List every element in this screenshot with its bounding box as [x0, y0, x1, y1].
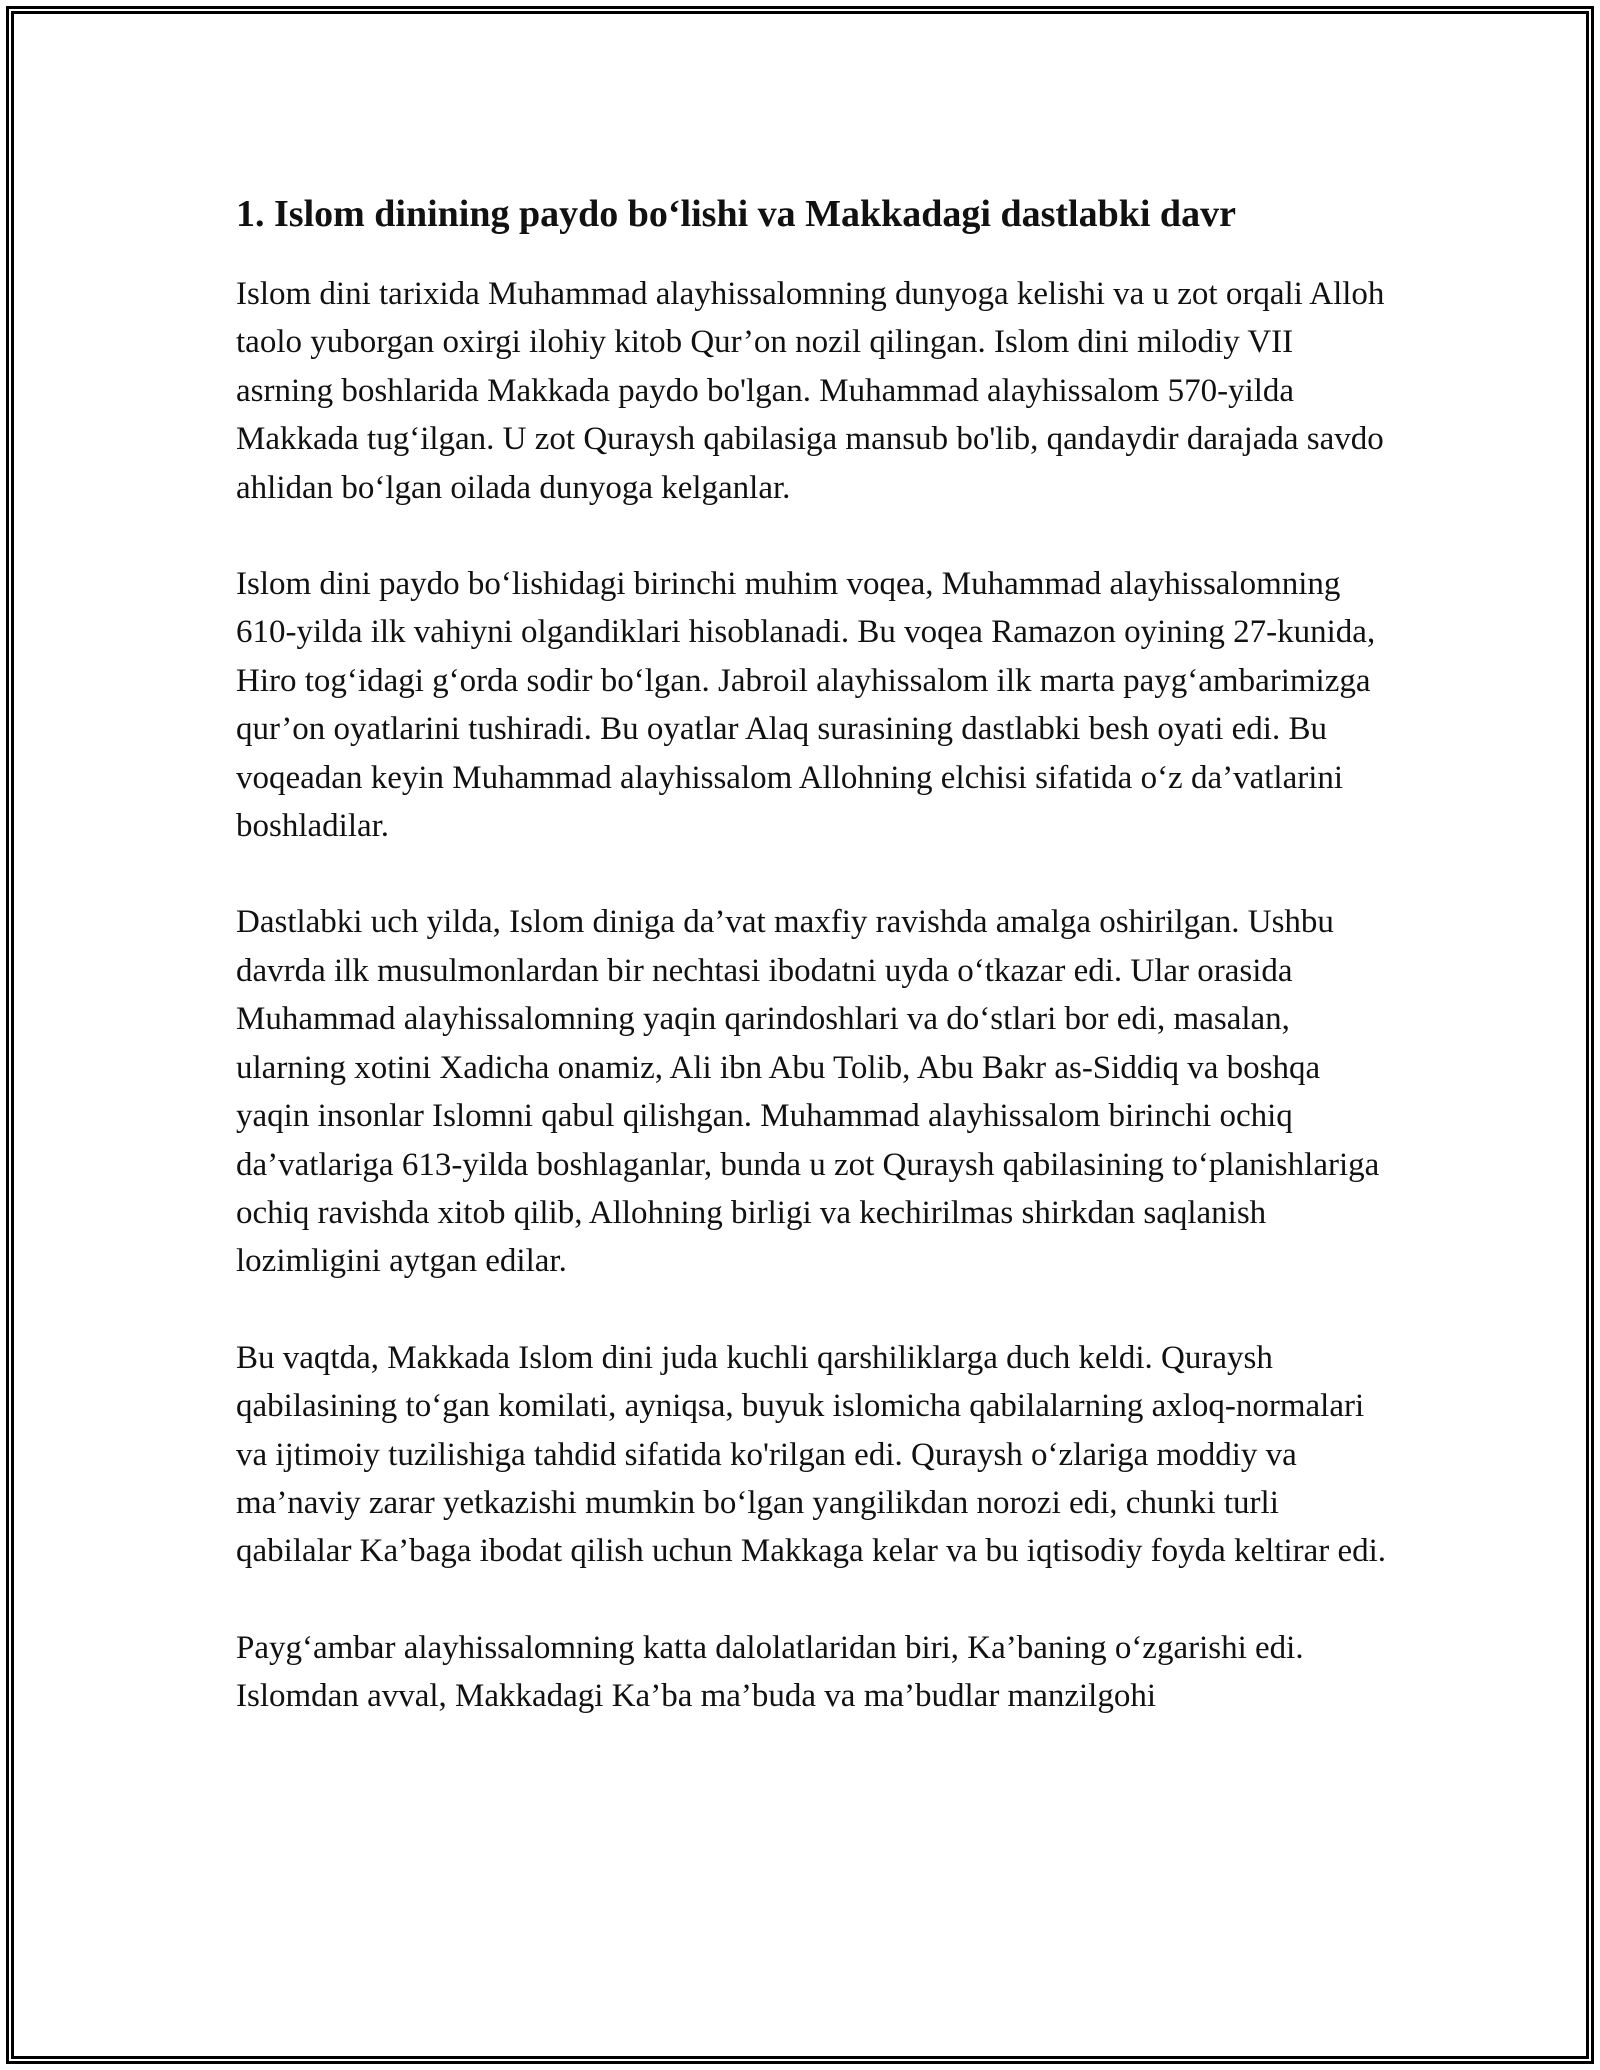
paragraph-5: Payg‘ambar alayhissalomning katta dalolatlaridan biri, Ka’baning o‘zgarishi edi. Islomdan avval, Makkadagi Ka’ba ma’buda va ma’budlar manzilgohi — [236, 1629, 1304, 1715]
paragraph-2: Islom dini paydo bo‘lishidagi birinchi muhim voqea, Muhammad alayhissalomning 610-yilda ilk vahiyni olgandiklari hisoblanadi. Bu voqea Ramazon oyining 27-kunida, Hiro tog‘idagi g‘orda sodir bo‘lgan. Jabroil alayhissalom ilk marta payg‘ambarimizga qur’on oyatlarini tushiradi. Bu oyatlar Alaq surasining dastlabki besh oyati edi. Bu voqeadan keyin Muhammad alayhissalom Allohning elchisi sifatida o‘z da’vatlarini boshladilar. — [236, 566, 1376, 845]
paragraph-4: Bu vaqtda, Makkada Islom dini juda kuchli qarshiliklarga duch keldi. Quraysh qabilasining to‘gan komilati, ayniqsa, buyuk islomicha qabilalarning axloq-normalari va ijtimoiy tuzilishiga tahdid sifatida ko'rilgan edi. Quraysh o‘zlariga moddiy va ma’naviy zarar yetkazishi mumkin bo‘lgan yangilikdan norozi edi, chunki turli qabilalar Ka’baga ibodat qilish uchun Makkaga kelar va bu iqtisodiy foyda keltirar edi. — [236, 1339, 1387, 1570]
paragraph-1: Islom dini tarixida Muhammad alayhissalomning dunyoga kelishi va u zot orqali Alloh taolo yuborgan oxirgi ilohiy kitob Qur’on nozil qilingan. Islom dini milodiy VII asrning boshlarida Makkada paydo bo'lgan. Muhammad alayhissalom 570-yilda Makkada tug‘ilgan. U zot Quraysh qabilasiga mansub bo'lib, qandaydir darajada savdo ahlidan bo‘lgan oilada dunyoga kelganlar. — [236, 276, 1385, 506]
section-heading: 1. Islom dinining paydo bo‘lishi va Makkadagi dastlabki davr — [236, 193, 1236, 235]
document-body — [236, 186, 1396, 1769]
paragraph-3: Dastlabki uch yilda, Islom diniga da’vat maxfiy ravishda amalga oshirilgan. Ushbu davrda ilk musulmonlardan bir nechtasi ibodatni uyda o‘tkazar edi. Ular orasida Muhammad alayhissalomning yaqin qarindoshlari va do‘stlari bor edi, masalan, ularning xotini Xadicha onamiz, Ali ibn Abu Tolib, Abu Bakr as-Siddiq va boshqa yaqin insonlar Islomni qabul qilishgan. Muhammad alayhissalom birinchi ochiq da’vatlariga 613-yilda boshlaganlar, bunda u zot Quraysh qabilasining to‘planishlariga ochiq ravishda xitob qilib, Allohning birligi va kechirilmas shirkdan saqlanish lozimligini aytgan edilar. — [236, 904, 1380, 1280]
